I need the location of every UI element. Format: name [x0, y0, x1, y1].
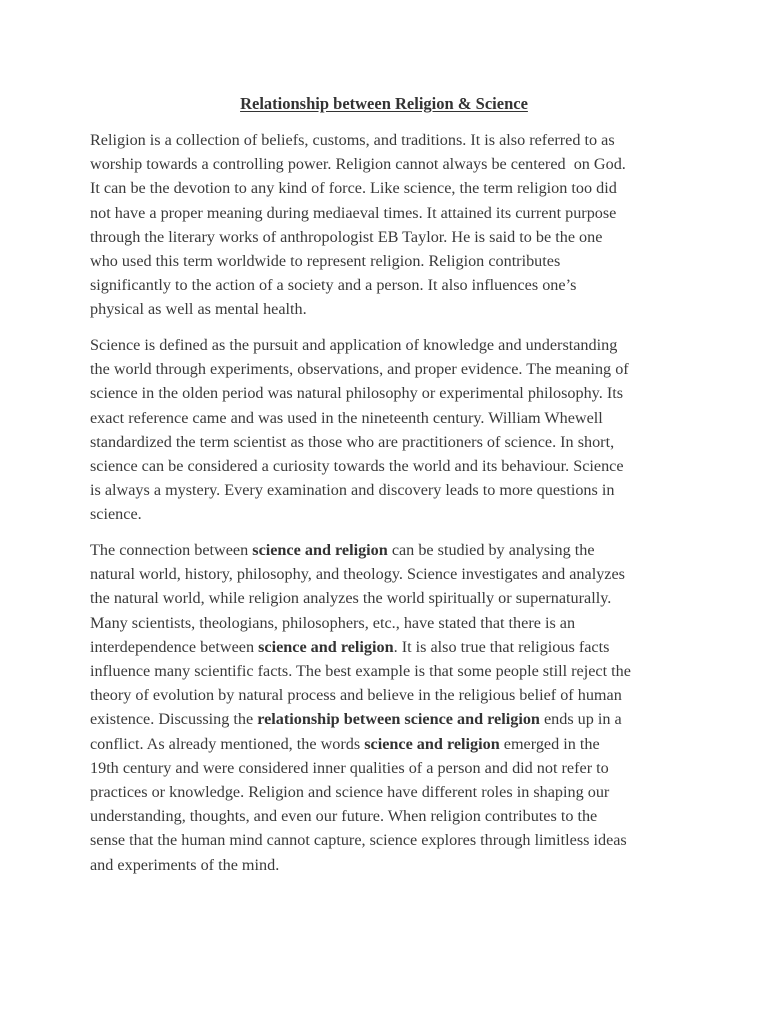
- text-line: [90, 586, 690, 610]
- text-segment: . It is also true that religious facts: [393, 637, 610, 656]
- text-line: [90, 780, 690, 804]
- text-line: [90, 611, 690, 635]
- text-line: [90, 659, 690, 683]
- text-segment: 19th century and were considered inner qualities of a person and did not refer to: [90, 758, 609, 777]
- text-line: [90, 406, 690, 430]
- text-segment: sense that the human mind cannot capture, science explores through limitless ideas: [90, 831, 627, 850]
- text-line: [90, 538, 690, 562]
- text-segment: science in the olden period was natural philosophy or experimental philosophy. Its: [90, 384, 624, 403]
- text-segment: is always a mystery. Every examination and discovery leads to more questions in: [90, 481, 615, 500]
- text-segment: not have a proper meaning during mediaeval times. It attained its current purpose: [90, 203, 617, 222]
- text-segment: science.: [90, 505, 142, 524]
- text-segment: can be studied by analysing the: [387, 541, 595, 559]
- text-line: [90, 176, 690, 200]
- text-line: [90, 454, 690, 478]
- paragraph-religion-definition: [90, 128, 690, 322]
- text-segment: through the literary works of anthropologist EB Taylor. He is said to be the one: [90, 227, 603, 246]
- text-line: [90, 756, 690, 780]
- text-line: [90, 225, 690, 249]
- text-line: [90, 478, 690, 502]
- text-line: [90, 333, 690, 357]
- bold-phrase: relationship between science and religion: [257, 710, 540, 729]
- text-segment: It can be the devotion to any kind of force. Like science, the term religion too did: [90, 179, 617, 198]
- text-line: [90, 732, 690, 756]
- text-segment: emerged in the: [499, 734, 600, 753]
- document-title: Relationship between Religion & Science: [240, 94, 528, 113]
- text-line: [90, 273, 690, 297]
- text-segment: Religion is a collection of beliefs, customs, and traditions. It is also referred to as: [90, 131, 615, 149]
- bold-phrase: science and religion: [364, 734, 500, 753]
- text-segment: interdependence between: [90, 637, 259, 656]
- bold-phrase: science and religion: [258, 637, 394, 656]
- text-segment: influence many scientific facts. The best example is that some people still reject the: [90, 662, 631, 681]
- text-line: [90, 562, 690, 586]
- text-segment: exact reference came and was used in the nineteenth century. William Whewell: [90, 408, 603, 427]
- paragraph-science-religion-connection: [90, 538, 690, 877]
- text-segment: existence. Discussing the: [90, 710, 258, 729]
- text-line: [90, 128, 690, 152]
- text-line: [90, 430, 690, 454]
- text-segment: The connection between: [90, 541, 253, 559]
- text-line: [90, 853, 690, 877]
- text-line: [90, 635, 690, 659]
- text-segment: practices or knowledge. Religion and science have different roles in shaping our: [90, 783, 610, 802]
- text-segment: understanding, thoughts, and even our future. When religion contributes to the: [90, 807, 598, 826]
- text-line: [90, 828, 690, 852]
- text-line: [90, 804, 690, 828]
- text-line: [90, 683, 690, 707]
- text-segment: natural world, history, philosophy, and theology. Science investigates and analyzes: [90, 565, 625, 584]
- bold-phrase: science and religion: [252, 541, 388, 559]
- text-segment: ends up in a: [539, 710, 622, 729]
- text-line: [90, 201, 690, 225]
- text-line: [90, 381, 690, 405]
- text-line: [90, 707, 690, 731]
- text-segment: Science is defined as the pursuit and application of knowledge and understanding: [90, 336, 618, 354]
- text-segment: standardized the term scientist as those who are practitioners of science. In short,: [90, 432, 615, 451]
- text-line: [90, 249, 690, 273]
- text-line: [90, 152, 690, 176]
- text-segment: and experiments of the mind.: [90, 855, 280, 874]
- paragraph-science-definition: [90, 333, 690, 527]
- text-segment: conflict. As already mentioned, the words: [90, 734, 365, 753]
- text-segment: worship towards a controlling power. Religion cannot always be centered on God.: [90, 155, 626, 174]
- text-line: [90, 297, 690, 321]
- text-line: [90, 357, 690, 381]
- text-segment: science can be considered a curiosity towards the world and its behaviour. Science: [90, 457, 624, 476]
- text-segment: significantly to the action of a society and a person. It also influences one’s: [90, 276, 577, 295]
- text-segment: the natural world, while religion analyzes the world spiritually or supernaturally.: [90, 589, 612, 608]
- text-line: [90, 502, 690, 526]
- text-segment: physical as well as mental health.: [90, 300, 307, 319]
- text-segment: theory of evolution by natural process and believe in the religious belief of human: [90, 686, 622, 705]
- text-segment: the world through experiments, observations, and proper evidence. The meaning of: [90, 360, 629, 379]
- text-segment: who used this term worldwide to represent religion. Religion contributes: [90, 252, 561, 271]
- text-segment: Many scientists, theologians, philosophers, etc., have stated that there is an: [90, 613, 576, 632]
